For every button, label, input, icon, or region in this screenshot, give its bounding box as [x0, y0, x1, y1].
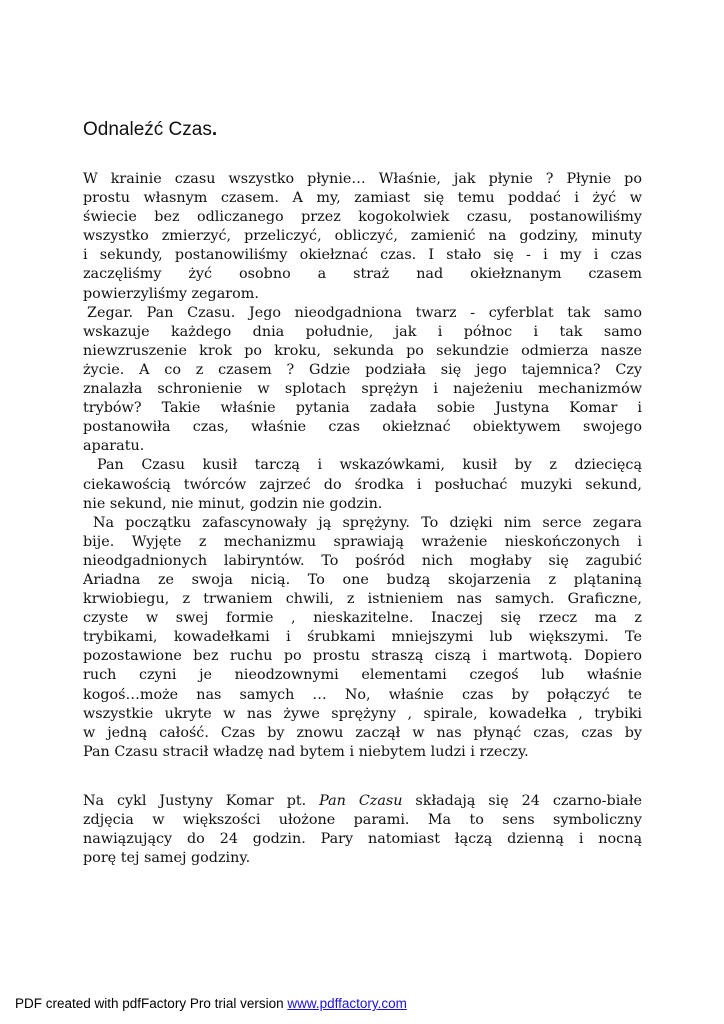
text-line: zaczęliśmy żyć osobno a straż nad okiełznanym czasem [83, 266, 642, 283]
text-line: Ariadna ze swoja nicią. To one budzą skojarzenia z plątaniną [83, 571, 642, 588]
footer-text: PDF created with pdfFactory Pro trial version [15, 996, 288, 1011]
text-line: porę tej samej godziny. [83, 850, 251, 867]
text-line: świecie bez odliczanego przez kogokolwiek czasu, postanowiliśmy [83, 209, 642, 226]
text-segment: Na cykl Justyny Komar pt. [83, 793, 320, 809]
text-segment: składają się 24 czarno-białe [402, 793, 642, 809]
text-line [83, 792, 642, 811]
text-line: wszystko zmierzyć, przeliczyć, obliczyć, zamienić na godziny, minuty [83, 228, 642, 245]
text-line: czyste w swej formie , nieskazitelne. Inaczej się rzecz ma z [83, 610, 642, 627]
text-line: ruch czyni je nieodzownymi elementami czegoś lub właśnie [83, 667, 642, 684]
text-line: Zegar. Pan Czasu. Jego nieodgadniona twarz - cyferblat tak samo [87, 304, 642, 321]
text-line: wskazuje każdego dnia południe, jak i północ i tak samo [83, 323, 642, 340]
text-line: Pan Czasu kusił tarczą i wskazówkami, kusił by z dziecięcą [97, 457, 642, 474]
text-line: aparatu. [83, 438, 145, 455]
pdf-footer [15, 995, 407, 1013]
text-line: ciekawością twórców zajrzeć do środka i posłuchać muzyki sekund, [83, 476, 642, 493]
text-line: krwiobiegu, z trwaniem chwili, z istnieniem nas samych. Graficzne, [83, 591, 642, 608]
text-line: znalazła schronienie w splotach sprężyn i najeżeniu mechanizmów [83, 381, 642, 398]
pdffactory-link[interactable]: www.pdffactory.com [287, 996, 407, 1011]
title-period: . [211, 119, 218, 140]
text-line: zdjęcia w większości ułożone parami. Ma to sens symboliczny [83, 812, 642, 829]
text-line: nie sekund, nie minut, godzin nie godzin. [83, 495, 383, 512]
article-body [83, 170, 642, 762]
text-line: w jedną całość. Czas by znowu zaczął w nas płynąć czas, czas by [83, 724, 642, 741]
text-line: trybikami, kowadełkami i śrubkami mniejszymi lub większymi. Te [83, 629, 642, 646]
text-line: bije. Wyjęte z mechanizmu sprawiają wrażenie nieskończonych i [83, 533, 642, 550]
text-line: pozostawione bez ruchu po prostu straszą ciszą i martwotą. Dopiero [83, 648, 642, 665]
text-line: Na początku zafascynowały ją sprężyny. To dzięki nim serce zegara [93, 514, 642, 531]
text-line: Pan Czasu stracił władzę nad bytem i niebytem ludzi i rzeczy. [83, 743, 529, 760]
text-line: wszystkie ukryte w nas żywe sprężyny , spirale, kowadełka , trybiki [83, 705, 642, 722]
text-line: kogoś…może nas samych … No, właśnie czas by połączyć te [83, 686, 642, 703]
text-line: postanowiła czas, właśnie czas okiełznać obiektywem swojego [83, 419, 642, 436]
text-line: prostu własnym czasem. A my, zamiast się temu poddać i żyć w [83, 190, 642, 207]
text-line: nieodgadnionych labiryntów. To pośród nich mogłaby się zagubić [83, 552, 642, 569]
text-line: powierzyliśmy zegarom. [83, 285, 259, 302]
title-text: Odnaleźć Czas [83, 119, 212, 140]
document-title [83, 118, 217, 142]
text-line: nawiązujący do 24 godzin. Pary natomiast łączą dzienną i nocną [83, 831, 642, 848]
text-line: i sekundy, postanowiliśmy okiełznać czas. I stało się - i my i czas [83, 247, 642, 264]
cycle-title: Pan Czasu [319, 793, 403, 809]
text-line: niewzruszenie krok po kroku, sekunda po sekundzie odmierza nasze [83, 342, 642, 359]
closing-paragraph [83, 792, 642, 868]
text-line: życie. A co z czasem ? Gdzie podziała się jego tajemnica? Czy [83, 361, 642, 378]
text-line: W krainie czasu wszystko płynie… Właśnie, jak płynie ? Płynie po [83, 171, 642, 187]
text-line: trybów? Takie właśnie pytania zadała sobie Justyna Komar i [83, 400, 642, 417]
